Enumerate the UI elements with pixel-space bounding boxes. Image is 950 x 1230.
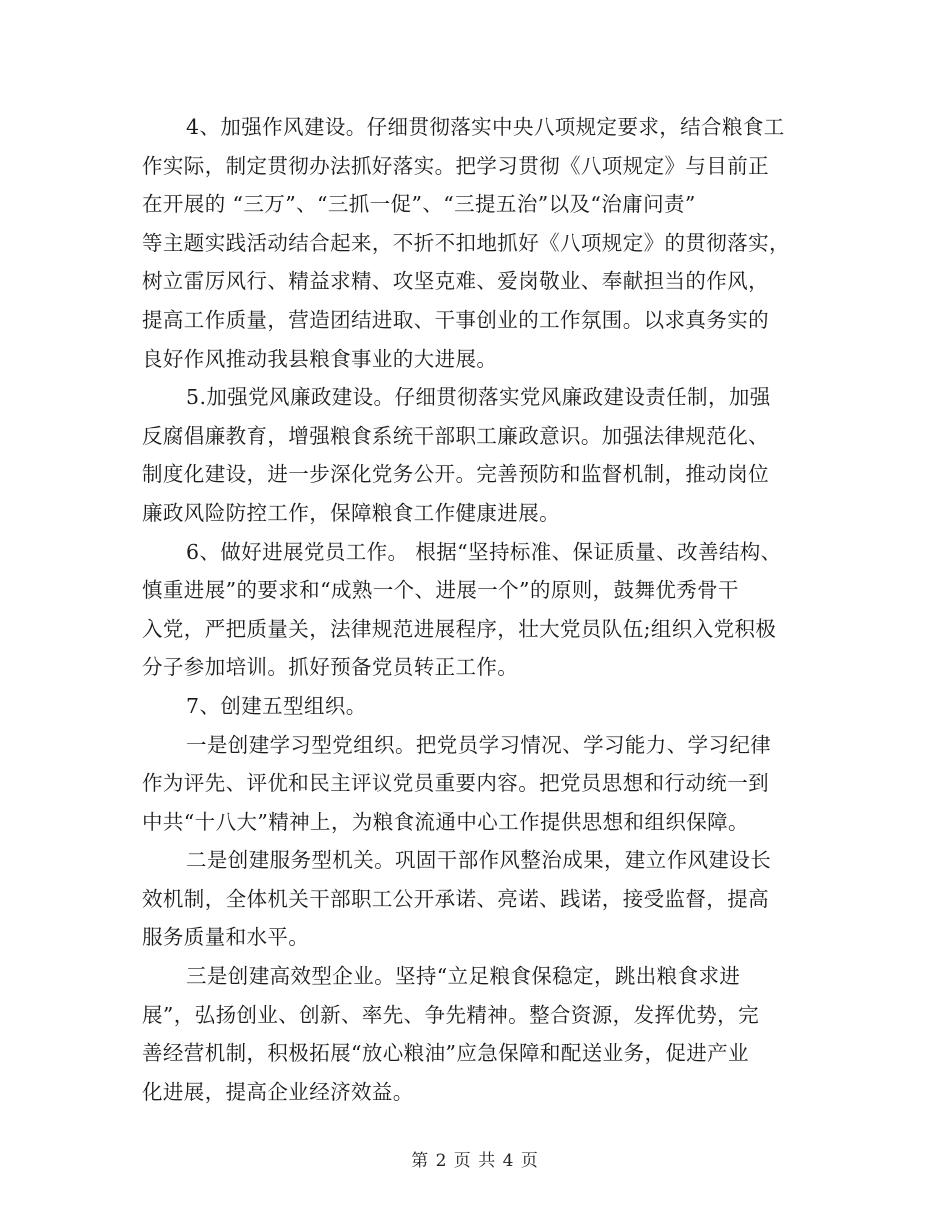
text-line: 廉政风险防控工作，保障粮食工作健康进展。 [142, 500, 560, 525]
text-line: 制度化建设，进一步深化党务公开。完善预防和监督机制，推动岗位 [142, 462, 769, 487]
paragraph-service-organization [142, 841, 818, 957]
text-line: 三是创建高效型企业。坚持“立足粮食保稳定，跳出粮食求进 [186, 964, 741, 989]
document-body [142, 108, 818, 1111]
paragraph-item-6 [142, 533, 818, 687]
text-line: 5.加强党风廉政建设。仔细贯彻落实党风廉政建设责任制，加强 [186, 385, 771, 410]
text-line: 二是创建服务型机关。巩固干部作风整治成果，建立作风建设长 [186, 848, 772, 873]
paragraph-item-7-heading [142, 687, 818, 726]
text-line: 反腐倡廉教育，增强粮食系统干部职工廉政意识。加强法律规范化、 [142, 423, 769, 448]
paragraph-learning-organization [142, 726, 818, 842]
paragraph-item-4 [142, 108, 818, 378]
text-line: 一是创建学习型党组织。把党员学习情况、学习能力、学习纪律 [186, 732, 772, 757]
text-line: 在开展的 “三万”、“三抓一促”、“三提五治”以及“治庸问责” [142, 192, 696, 217]
text-line: 7、创建五型组织。 [186, 693, 367, 718]
text-line: 分子参加培训。抓好预备党员转正工作。 [142, 655, 519, 680]
text-line: 4、加强作风建设。仔细贯彻落实中央八项规定要求，结合粮食工 [186, 115, 785, 139]
text-line: 树立雷厉风行、精益求精、攻坚克难、爱岗敬业、奉献担当的作风， [142, 269, 769, 294]
paragraph-item-5 [142, 378, 818, 532]
text-line: 入党，严把质量关，法律规范进展程序，壮大党员队伍;组织入党积极 [142, 616, 777, 641]
text-line: 化进展，提高企业经济效益。 [142, 1079, 414, 1104]
text-line: 善经营机制，积极拓展“放心粮油”应急保障和配送业务，促进产业 [142, 1041, 749, 1066]
text-line: 良好作风推动我县粮食事业的大进展。 [142, 346, 498, 371]
text-line: 6、做好进展党员工作。 根据“坚持标准、保证质量、改善结构、 [186, 539, 782, 564]
text-line: 等主题实践活动结合起来，不折不扣地抓好《八项规定》的贯彻落实， [142, 230, 790, 255]
text-line: 作为评先、评优和民主评议党员重要内容。把党员思想和行动统一到 [142, 771, 769, 796]
paragraph-efficient-enterprise [142, 957, 818, 1111]
text-line: 展”，弘扬创业、创新、率先、争先精神。整合资源，发挥优势，完 [142, 1002, 759, 1027]
text-line: 提高工作质量，营造团结进取、干事创业的工作氛围。以求真务实的 [142, 307, 769, 332]
text-line: 效机制，全体机关干部职工公开承诺、亮诺、践诺，接受监督，提高 [142, 886, 769, 911]
text-line: 服务质量和水平。 [142, 925, 310, 950]
text-line: 慎重进展”的要求和“成熟一个、进展一个”的原则，鼓舞优秀骨干 [142, 578, 739, 603]
page-number-footer: 第 2 页 共 4 页 [411, 1151, 539, 1171]
text-line: 作实际，制定贯彻办法抓好落实。把学习贯彻《八项规定》与目前正 [142, 153, 769, 178]
text-line: 中共“十八大”精神上，为粮食流通中心工作提供思想和组织保障。 [142, 809, 749, 834]
